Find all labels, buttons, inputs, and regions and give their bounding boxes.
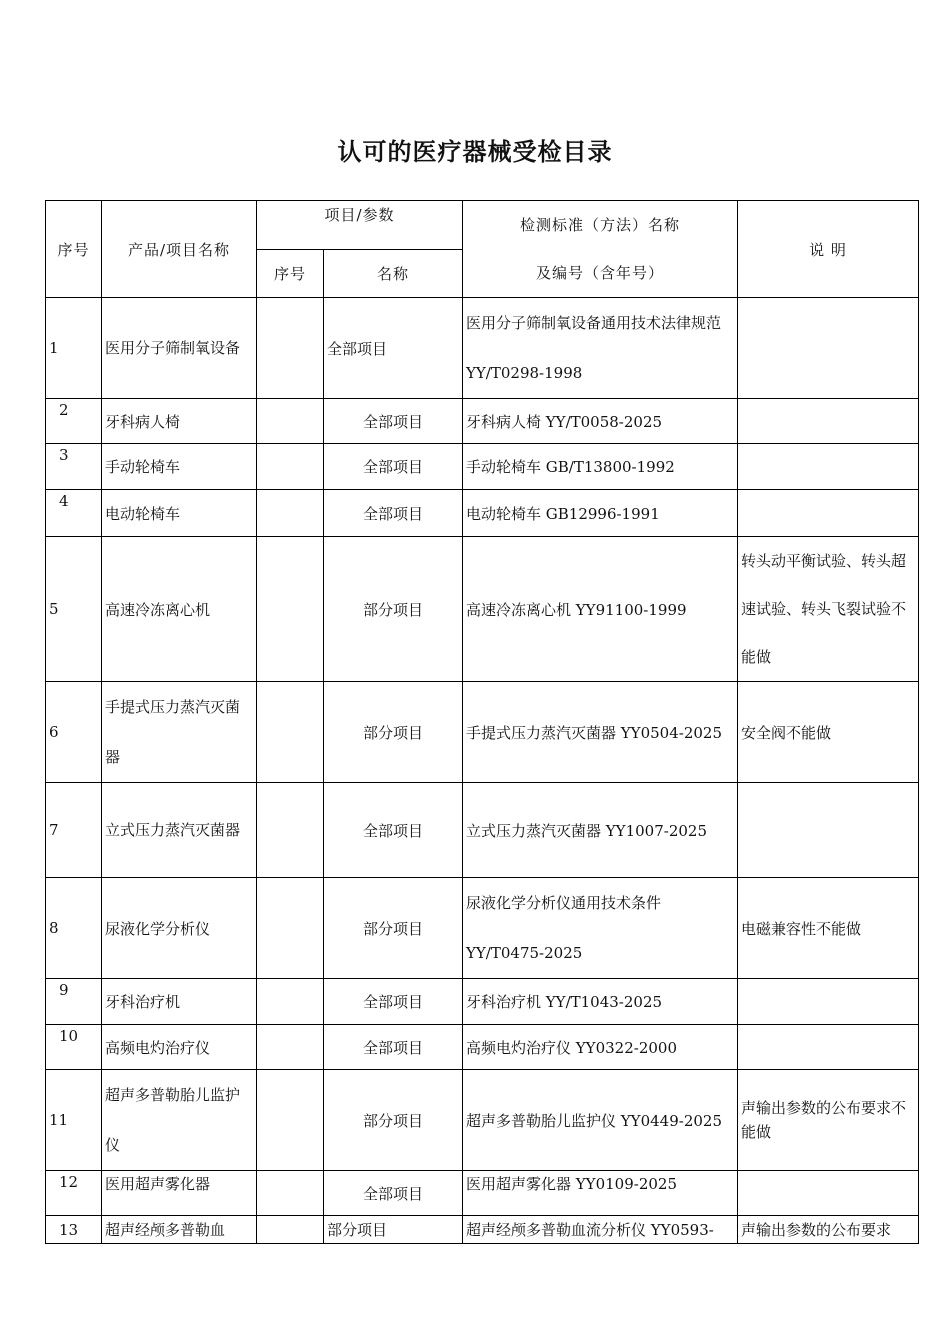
row-no: 13 [46,1216,102,1244]
row-sub-seq [257,490,324,537]
table-row [46,1171,919,1216]
row-note [738,399,919,444]
header-row [46,201,919,250]
row-note [738,298,919,399]
row-note: 转头动平衡试验、转头超速试验、转头飞裂试验不能做 [738,537,919,682]
row-standard: 医用超声雾化器 YY0109-2025 [463,1171,738,1216]
table-row [46,399,919,444]
row-sub-seq [257,444,324,490]
inspection-catalog-table [45,200,919,1244]
row-note: 声输出参数的公布要求 [738,1216,919,1244]
row-product: 牙科治疗机 [102,979,257,1025]
row-product: 牙科病人椅 [102,399,257,444]
row-product: 超声多普勒胎儿监护仪 [102,1070,257,1171]
header-product: 产品/项目名称 [102,201,257,298]
row-sub-seq [257,1070,324,1171]
header-sub-seq: 序号 [257,249,324,298]
row-product: 高频电灼治疗仪 [102,1025,257,1070]
row-standard: 电动轮椅车 GB12996-1991 [463,490,738,537]
row-standard: 手动轮椅车 GB/T13800-1992 [463,444,738,490]
row-product: 超声经颅多普勒血 [102,1216,257,1244]
row-no: 9 [46,979,102,1025]
row-standard: 手提式压力蒸汽灭菌器 YY0504-2025 [463,682,738,783]
row-product: 医用超声雾化器 [102,1171,257,1216]
row-name: 部分项目 [324,537,463,682]
row-product: 医用分子筛制氧设备 [102,298,257,399]
header-item-param: 项目/参数 [257,201,463,250]
row-name: 全部项目 [324,1025,463,1070]
table-row [46,298,919,399]
row-note [738,1171,919,1216]
row-standard: 高频电灼治疗仪 YY0322-2000 [463,1025,738,1070]
row-note [738,1025,919,1070]
row-name: 全部项目 [324,399,463,444]
row-name: 部分项目 [324,682,463,783]
row-product: 手提式压力蒸汽灭菌器 [102,682,257,783]
row-note [738,490,919,537]
row-sub-seq [257,682,324,783]
table-row [46,1070,919,1171]
row-name: 全部项目 [324,979,463,1025]
row-no: 12 [46,1171,102,1216]
row-note [738,783,919,878]
table-row [46,878,919,979]
row-no: 5 [46,537,102,682]
row-no: 7 [46,783,102,878]
row-sub-seq [257,298,324,399]
row-note: 声输出参数的公布要求不能做 [738,1070,919,1171]
row-standard: 牙科病人椅 YY/T0058-2025 [463,399,738,444]
table-row [46,682,919,783]
table-row [46,1216,919,1244]
table-row [46,783,919,878]
row-sub-seq [257,537,324,682]
row-no: 8 [46,878,102,979]
row-standard: 牙科治疗机 YY/T1043-2025 [463,979,738,1025]
row-standard: 医用分子筛制氧设备通用技术法律规范YY/T0298-1998 [463,298,738,399]
table-row [46,1025,919,1070]
row-name: 部分项目 [324,1216,463,1244]
header-seq: 序号 [46,201,102,298]
row-no: 11 [46,1070,102,1171]
page-title: 认可的医疗器械受检目录 [337,138,613,166]
row-standard: 超声经颅多普勒血流分析仪 YY0593- [463,1216,738,1244]
table-row [46,444,919,490]
row-no: 6 [46,682,102,783]
row-standard: 超声多普勒胎儿监护仪 YY0449-2025 [463,1070,738,1171]
header-sub-name: 名称 [324,249,463,298]
row-product: 尿液化学分析仪 [102,878,257,979]
table-row [46,490,919,537]
row-name: 全部项目 [324,444,463,490]
row-name: 部分项目 [324,878,463,979]
table-row [46,537,919,682]
row-note: 电磁兼容性不能做 [738,878,919,979]
row-sub-seq [257,783,324,878]
row-product: 立式压力蒸汽灭菌器 [102,783,257,878]
table-row [46,979,919,1025]
row-name: 全部项目 [324,298,463,399]
header-standard-line2: 及编号（含年号） [535,264,664,282]
row-no: 2 [46,399,102,444]
row-no: 4 [46,490,102,537]
row-product: 高速冷冻离心机 [102,537,257,682]
row-standard: 高速冷冻离心机 YY91100-1999 [463,537,738,682]
row-name: 全部项目 [324,1171,463,1216]
row-no: 3 [46,444,102,490]
row-no: 10 [46,1025,102,1070]
row-sub-seq [257,979,324,1025]
row-no: 1 [46,298,102,399]
row-sub-seq [257,1216,324,1244]
row-product: 手动轮椅车 [102,444,257,490]
header-standard-line1: 检测标准（方法）名称 [519,216,680,234]
header-note: 说 明 [738,201,919,298]
row-name: 全部项目 [324,783,463,878]
row-name: 部分项目 [324,1070,463,1171]
row-sub-seq [257,878,324,979]
row-standard: 尿液化学分析仪通用技术条件 YY/T0475-2025 [463,878,738,979]
row-note: 安全阀不能做 [738,682,919,783]
row-sub-seq [257,399,324,444]
row-note [738,444,919,490]
row-note [738,979,919,1025]
header-standard [463,201,738,298]
row-sub-seq [257,1025,324,1070]
row-sub-seq [257,1171,324,1216]
row-name: 全部项目 [324,490,463,537]
row-standard: 立式压力蒸汽灭菌器 YY1007-2025 [463,783,738,878]
row-product: 电动轮椅车 [102,490,257,537]
